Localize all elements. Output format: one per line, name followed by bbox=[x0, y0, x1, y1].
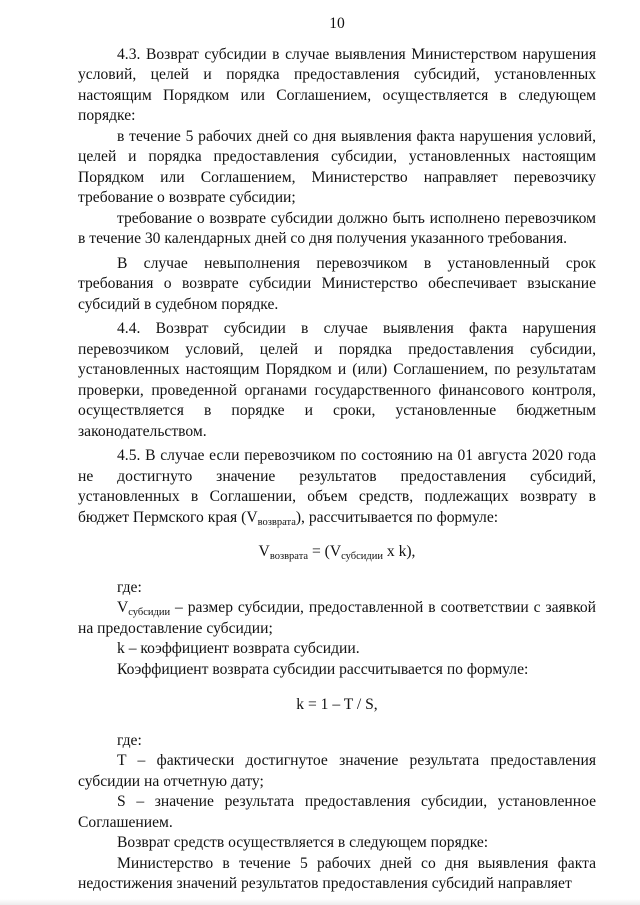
formula-v-return bbox=[78, 542, 596, 563]
paragraph-4-3: 4.3. Возврат субсидии в случае выявления Министерством нарушения условий, целей и порядка предоставления субсидий, установленных настоящим Порядком или Соглашением, осуществляется в следующем порядке: bbox=[78, 45, 596, 124]
where-label-2: где: bbox=[117, 731, 142, 749]
formula-v1: V bbox=[258, 543, 270, 560]
paragraph-4-4: 4.4. Возврат субсидии в случае выявления факта нарушения перевозчиком условий, целей и порядка предоставления субсидии, установленных настоящим Порядком и (или) Соглашением, по результатам проверки, проведенной органами государственного финансового контроля, осуществляется в порядке и сроки, установленные бюджетным законодательством. bbox=[78, 320, 596, 440]
v-subsidy-text: – размер субсидии, предоставленной в соответствии с заявкой на предоставление субсидии; bbox=[78, 599, 596, 637]
ministry-paragraph: Министерство в течение 5 рабочих дней со дня выявления факта недостижения значений результатов предоставления субсидий направляет bbox=[78, 854, 596, 892]
k-formula-intro: Коэффициент возврата субсидии рассчитывается по формуле: bbox=[117, 660, 529, 678]
paragraph-4-5-close: ), рассчитывается по формуле: bbox=[295, 508, 499, 526]
s-definition: S – значение результата предоставления субсидии, установленное Соглашением. bbox=[78, 793, 596, 831]
v-return-subscript: возврата bbox=[257, 516, 296, 528]
formula-sub-return: возврата bbox=[269, 551, 309, 562]
where-label-1: где: bbox=[117, 578, 142, 596]
formula-sub-subsidy: субсидии bbox=[341, 551, 383, 562]
v-subsidy-subscript: субсидии bbox=[128, 607, 171, 618]
formula-mid: = (V bbox=[308, 543, 342, 560]
v-subsidy-definition bbox=[78, 598, 596, 639]
scan-bottom-edge bbox=[0, 899, 640, 905]
return-intro: Возврат средств осуществляется в следующем порядке: bbox=[117, 834, 489, 851]
paragraph-4-5 bbox=[78, 446, 596, 528]
paragraph-4-3-a: в течение 5 рабочих дней со дня выявления факта нарушения условий, целей и порядка предоставления субсидии, установленных настоящим Порядком или Соглашением, Министерство направляет перевозчику требование о возврате субсидии; bbox=[78, 127, 596, 206]
paragraph-4-3-b: требование о возврате субсидии должно быть исполнено перевозчиком в течение 30 календарных дней со дня получения указанного требования. bbox=[78, 209, 596, 247]
v-return-open: (V bbox=[241, 508, 258, 526]
k-definition: k – коэффициент возврата субсидии. bbox=[117, 640, 360, 657]
paragraph-4-5-text: 4.5. В случае если перевозчиком по состоянию на 01 августа 2020 года не достигнуто значение результатов предоставления субсидий, установленных в Соглашении, объем средств, подлежащих возврату в бюджет Пермского края bbox=[78, 447, 596, 526]
formula-end: x k), bbox=[382, 543, 416, 560]
paragraph-4-3-c: В случае невыполнения перевозчиком в установленный срок требования о возврате субсидии Министерство обеспечивает взыскание субсидий в судебном порядке. bbox=[78, 254, 596, 313]
formula-k: k = 1 – T / S, bbox=[296, 696, 378, 713]
page-number: 10 bbox=[329, 15, 345, 32]
t-definition: T – фактически достигнутое значение результата предоставления субсидии на отчетную дату; bbox=[78, 752, 596, 790]
v-subsidy-symbol: V bbox=[117, 599, 129, 616]
